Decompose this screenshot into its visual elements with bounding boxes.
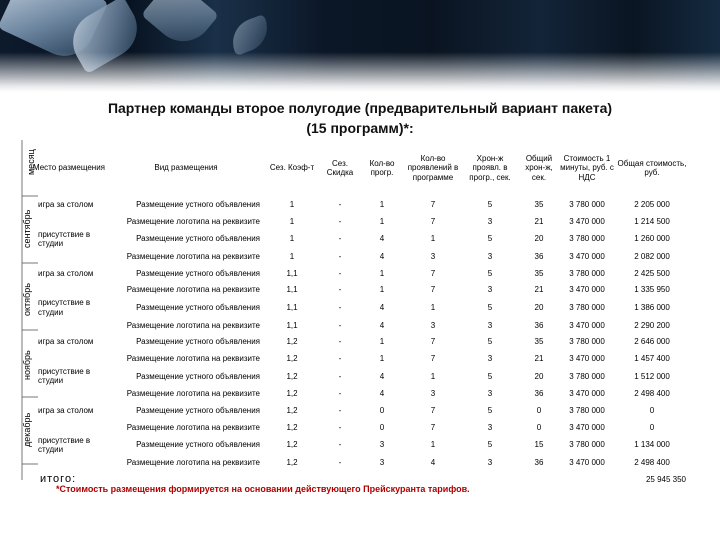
header-timing: Хрон-ж проявл. в прогр., сек. — [469, 154, 511, 182]
kind-cell: Размещение устного объявления — [136, 234, 260, 244]
price-cell: 3 780 000 — [569, 234, 605, 244]
cost-cell: 2 498 400 — [634, 458, 670, 468]
total-timing-cell: 36 — [534, 251, 544, 261]
programs-cell: 1 — [379, 268, 385, 278]
coef-cell: 1,2 — [286, 440, 298, 450]
kind-cell: Размещение логотипа на реквизите — [126, 320, 260, 330]
place-cell — [30, 282, 108, 299]
cost-cell: 1 214 500 — [634, 216, 670, 226]
appearances-cell: 7 — [430, 422, 436, 432]
cost-cell: 1 457 400 — [634, 354, 670, 364]
cost-cell: 2 082 000 — [634, 251, 670, 261]
programs-cell: 0 — [379, 422, 385, 432]
total-timing-cell: 15 — [534, 440, 544, 450]
appearances-cell: 7 — [430, 216, 436, 226]
table-row — [30, 230, 690, 248]
discount-cell: - — [338, 320, 342, 330]
header-banner — [0, 0, 720, 92]
price-cell: 3 780 000 — [569, 440, 605, 450]
timing-cell: 5 — [487, 406, 493, 416]
total-timing-cell: 35 — [534, 268, 544, 278]
appearances-cell: 3 — [430, 320, 436, 330]
table-row — [30, 402, 690, 419]
table-header-row — [30, 140, 690, 196]
coef-cell: 1,2 — [286, 406, 298, 416]
total-timing-cell: 35 — [534, 337, 544, 347]
place-cell: игра за столом — [38, 406, 94, 416]
discount-cell: - — [338, 337, 342, 347]
place-cell — [30, 350, 108, 367]
total-timing-cell: 21 — [534, 354, 544, 364]
header-total-cost: Общая стоимость, руб. — [617, 158, 687, 177]
timing-cell: 3 — [487, 216, 493, 226]
price-cell: 3 470 000 — [569, 422, 605, 432]
appearances-cell: 7 — [430, 354, 436, 364]
price-cell: 3 780 000 — [569, 302, 605, 312]
kind-cell: Размещение устного объявления — [136, 440, 260, 450]
total-value: 25 945 350 — [645, 474, 686, 484]
appearances-cell: 7 — [430, 337, 436, 347]
header-kind: Вид размещения — [154, 163, 218, 173]
place-cell: игра за столом — [38, 199, 94, 209]
discount-cell: - — [338, 422, 342, 432]
total-timing-cell: 0 — [536, 422, 542, 432]
total-timing-cell: 36 — [534, 320, 544, 330]
coef-cell: 1 — [289, 216, 295, 226]
month-label-december: декабрь — [22, 412, 32, 447]
timing-cell: 3 — [487, 422, 493, 432]
price-cell: 3 470 000 — [569, 216, 605, 226]
table-row — [30, 213, 690, 230]
appearances-cell: 7 — [430, 199, 436, 209]
kind-cell: Размещение устного объявления — [136, 302, 260, 312]
kind-cell: Размещение устного объявления — [136, 337, 260, 347]
discount-cell: - — [338, 371, 342, 381]
table-row — [30, 265, 690, 282]
coef-cell: 1,1 — [286, 320, 298, 330]
programs-cell: 4 — [379, 302, 385, 312]
table-row — [30, 350, 690, 367]
kind-cell: Размещение устного объявления — [136, 406, 260, 416]
total-timing-cell: 20 — [534, 234, 544, 244]
programs-cell: 1 — [379, 199, 385, 209]
appearances-cell: 7 — [430, 268, 436, 278]
appearances-cell: 3 — [430, 389, 436, 399]
programs-cell: 4 — [379, 371, 385, 381]
timing-cell: 5 — [487, 371, 493, 381]
table-row — [30, 317, 690, 334]
kind-cell: Размещение логотипа на реквизите — [126, 216, 260, 226]
timing-cell: 5 — [487, 440, 493, 450]
cost-cell: 2 425 500 — [634, 268, 670, 278]
timing-cell: 3 — [487, 285, 493, 295]
price-cell: 3 780 000 — [569, 199, 605, 209]
programs-cell: 1 — [379, 285, 385, 295]
programs-cell: 3 — [379, 458, 385, 468]
cost-cell: 1 386 000 — [634, 302, 670, 312]
total-timing-cell: 21 — [534, 216, 544, 226]
cost-cell: 0 — [649, 422, 655, 432]
coef-cell: 1,2 — [286, 422, 298, 432]
appearances-cell: 7 — [430, 285, 436, 295]
programs-cell: 1 — [379, 354, 385, 364]
place-cell: присутствие в студии — [38, 229, 91, 248]
coef-cell: 1,2 — [286, 371, 298, 381]
price-cell: 3 780 000 — [569, 406, 605, 416]
table-row — [30, 436, 690, 454]
price-cell: 3 470 000 — [569, 320, 605, 330]
total-label: итого: — [40, 473, 77, 486]
timing-cell: 5 — [487, 337, 493, 347]
appearances-cell: 3 — [430, 251, 436, 261]
total-timing-cell: 20 — [534, 302, 544, 312]
coef-cell: 1,2 — [286, 337, 298, 347]
cost-cell: 2 646 000 — [634, 337, 670, 347]
timing-cell: 3 — [487, 251, 493, 261]
coef-cell: 1 — [289, 199, 295, 209]
place-cell — [30, 386, 108, 403]
kind-cell: Размещение логотипа на реквизите — [126, 251, 260, 261]
discount-cell: - — [338, 268, 342, 278]
month-label-november: ноябрь — [22, 350, 32, 380]
programs-cell: 4 — [379, 251, 385, 261]
page-title: Партнер команды второе полугодие (предварительный вариант пакета) — [107, 100, 613, 116]
kind-cell: Размещение логотипа на реквизите — [126, 422, 260, 432]
place-cell: присутствие в студии — [38, 367, 91, 386]
price-cell: 3 470 000 — [569, 251, 605, 261]
appearances-cell: 1 — [430, 371, 436, 381]
timing-cell: 3 — [487, 354, 493, 364]
discount-cell: - — [338, 285, 342, 295]
discount-cell: - — [338, 302, 342, 312]
appearances-cell: 1 — [430, 302, 436, 312]
placement-table — [30, 140, 690, 488]
place-cell — [30, 317, 108, 334]
timing-cell: 3 — [487, 458, 493, 468]
coef-cell: 1 — [289, 234, 295, 244]
header-appearances: Кол-во проявлений в программе — [407, 154, 459, 182]
discount-cell: - — [338, 354, 342, 364]
table-row — [30, 334, 690, 351]
timing-cell: 3 — [487, 389, 493, 399]
discount-cell: - — [338, 199, 342, 209]
footnote: *Стоимость размещения формируется на основании действующего Прейскуранта тарифов. — [56, 484, 470, 494]
discount-cell: - — [338, 458, 342, 468]
kind-cell: Размещение устного объявления — [136, 268, 260, 278]
kind-cell: Размещение логотипа на реквизите — [126, 285, 260, 295]
cost-cell: 2 290 200 — [634, 320, 670, 330]
place-cell — [30, 248, 108, 265]
coef-cell: 1,1 — [286, 268, 298, 278]
cost-cell: 1 260 000 — [634, 234, 670, 244]
coef-cell: 1,2 — [286, 458, 298, 468]
coef-cell: 1,2 — [286, 354, 298, 364]
programs-cell: 1 — [379, 216, 385, 226]
header-total-timing: Общий хрон-ж, сек. — [525, 154, 553, 182]
kind-cell: Размещение логотипа на реквизите — [126, 389, 260, 399]
table-row — [30, 196, 690, 213]
total-timing-cell: 21 — [534, 285, 544, 295]
appearances-cell: 4 — [430, 458, 436, 468]
table-row — [30, 248, 690, 265]
table-row — [30, 454, 690, 471]
month-label-october: октябрь — [22, 283, 32, 316]
discount-cell: - — [338, 440, 342, 450]
timing-cell: 5 — [487, 234, 493, 244]
discount-cell: - — [338, 251, 342, 261]
appearances-cell: 1 — [430, 234, 436, 244]
programs-cell: 3 — [379, 440, 385, 450]
table-row — [30, 282, 690, 299]
appearances-cell: 7 — [430, 406, 436, 416]
timing-cell: 3 — [487, 320, 493, 330]
total-timing-cell: 0 — [536, 406, 542, 416]
header-programs: Кол-во прогр. — [369, 158, 395, 177]
price-cell: 3 470 000 — [569, 458, 605, 468]
timing-cell: 5 — [487, 199, 493, 209]
total-timing-cell: 20 — [534, 371, 544, 381]
total-timing-cell: 36 — [534, 389, 544, 399]
cost-cell: 1 134 000 — [634, 440, 670, 450]
coef-cell: 1,1 — [286, 302, 298, 312]
place-cell: игра за столом — [38, 268, 94, 278]
programs-cell: 4 — [379, 320, 385, 330]
cost-cell: 1 335 950 — [634, 285, 670, 295]
programs-cell: 1 — [379, 337, 385, 347]
discount-cell: - — [338, 216, 342, 226]
header-place: Место размещения — [32, 163, 106, 173]
place-cell: присутствие в студии — [38, 298, 91, 317]
price-cell: 3 470 000 — [569, 389, 605, 399]
price-cell: 3 470 000 — [569, 285, 605, 295]
banner-decor-blade — [141, 0, 219, 53]
price-cell: 3 780 000 — [569, 268, 605, 278]
table-row — [30, 367, 690, 385]
banner-decor-blade — [226, 14, 274, 56]
place-cell — [30, 419, 108, 436]
header-price: Стоимость 1 минуты, руб. с НДС — [560, 154, 614, 182]
timing-cell: 5 — [487, 302, 493, 312]
total-timing-cell: 35 — [534, 199, 544, 209]
discount-cell: - — [338, 406, 342, 416]
kind-cell: Размещение устного объявления — [136, 199, 260, 209]
kind-cell: Размещение логотипа на реквизите — [126, 354, 260, 364]
programs-cell: 0 — [379, 406, 385, 416]
table-row — [30, 298, 690, 316]
coef-cell: 1,1 — [286, 285, 298, 295]
cost-cell: 1 512 000 — [634, 371, 670, 381]
programs-cell: 4 — [379, 389, 385, 399]
place-cell: присутствие в студии — [38, 435, 91, 455]
cost-cell: 2 498 400 — [634, 389, 670, 399]
discount-cell: - — [338, 234, 342, 244]
total-timing-cell: 36 — [534, 458, 544, 468]
place-cell — [30, 213, 108, 230]
price-cell: 3 470 000 — [569, 354, 605, 364]
cost-cell: 2 205 000 — [634, 199, 670, 209]
month-label-september: сентябрь — [22, 209, 32, 248]
table-row — [30, 386, 690, 403]
timing-cell: 5 — [487, 268, 493, 278]
header-season-coef: Сез. Коэф-т — [269, 163, 315, 173]
place-cell: игра за столом — [38, 337, 94, 347]
table-row — [30, 419, 690, 436]
price-cell: 3 780 000 — [569, 371, 605, 381]
discount-cell: - — [338, 389, 342, 399]
coef-cell: 1,2 — [286, 389, 298, 399]
month-column-header: месяц — [26, 149, 36, 175]
kind-cell: Размещение логотипа на реквизите — [126, 458, 260, 468]
place-cell — [30, 454, 108, 471]
cost-cell: 0 — [649, 406, 655, 416]
price-cell: 3 780 000 — [569, 337, 605, 347]
appearances-cell: 1 — [430, 440, 436, 450]
coef-cell: 1 — [289, 251, 295, 261]
programs-cell: 4 — [379, 234, 385, 244]
page-subtitle: (15 программ)*: — [306, 120, 414, 136]
header-season-discount: Сез. Скидка — [326, 158, 354, 177]
kind-cell: Размещение устного объявления — [136, 371, 260, 381]
